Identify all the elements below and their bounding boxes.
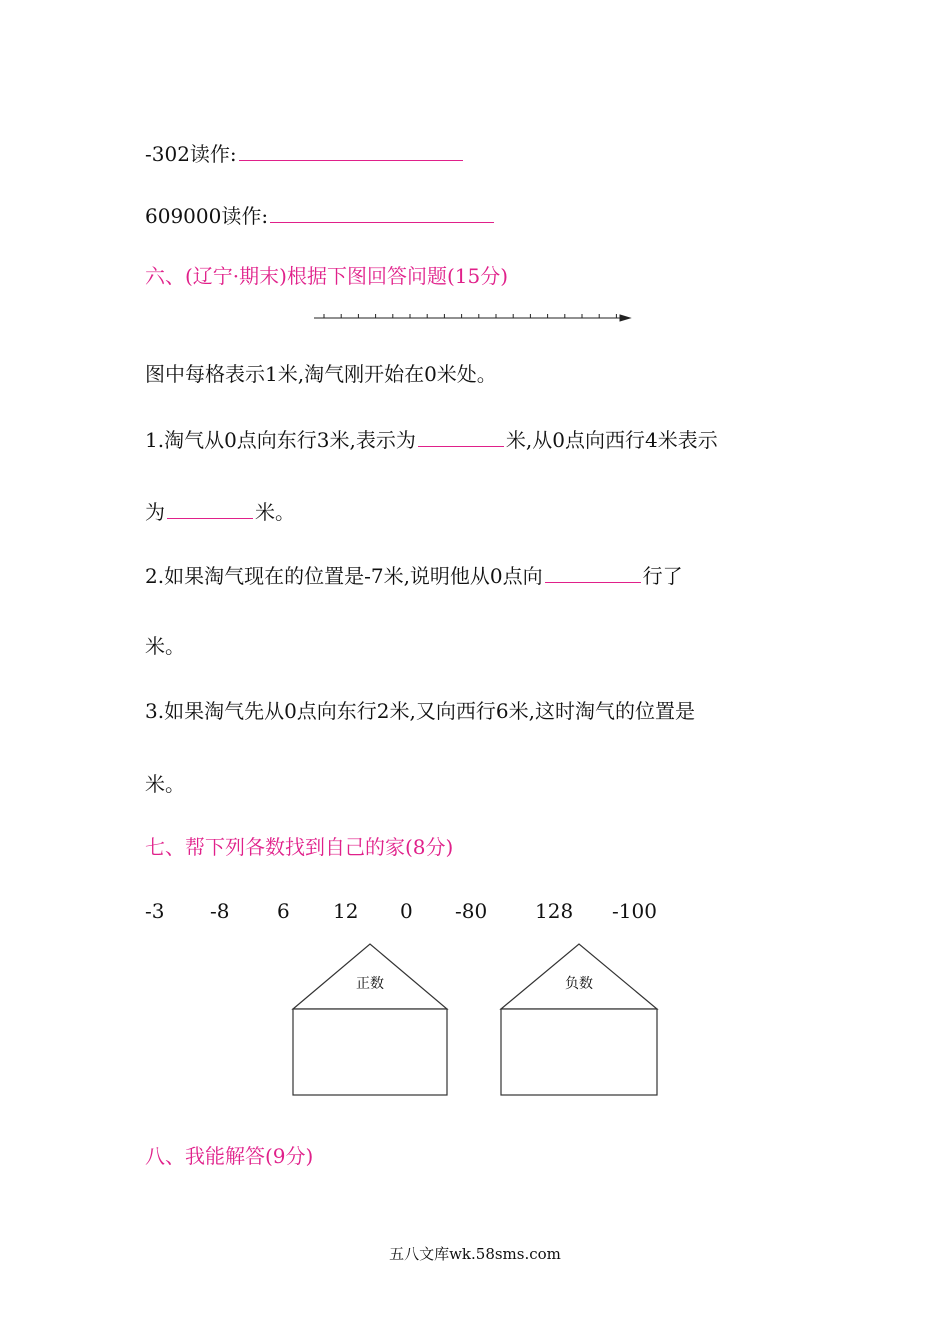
number-item[interactable]: 128 (535, 899, 574, 923)
read-item-2 (145, 200, 496, 230)
number-line-arrow-icon (620, 315, 630, 321)
section6-q3-cont: 米。 (145, 772, 185, 796)
read-item-2-blank[interactable] (270, 200, 494, 223)
number-item[interactable]: -100 (612, 899, 657, 923)
q1-text-b: 米,从0点向西行4米表示 (505, 428, 718, 452)
q1-blank-east[interactable] (418, 424, 504, 447)
q2-text-a: 2.如果淘气现在的位置是-7米,说明他从0点向 (145, 564, 543, 588)
house-positive-body[interactable] (293, 1009, 447, 1095)
section6-q1 (145, 424, 718, 454)
house-negative-label: 负数 (565, 976, 593, 992)
section6-heading: 六、(辽宁·期末)根据下图回答问题(15分) (145, 264, 509, 288)
house-positive-label: 正数 (356, 976, 384, 992)
section6-q1-cont (145, 496, 295, 526)
q1-text-a: 1.淘气从0点向东行3米,表示为 (145, 428, 416, 452)
number-line (314, 314, 630, 321)
number-item[interactable]: 0 (400, 899, 413, 923)
q1-text-c: 为 (145, 500, 165, 524)
number-line-figure (312, 308, 632, 328)
section6-q3: 3.如果淘气先从0点向东行2米,又向西行6米,这时淘气的位置是 (145, 699, 695, 723)
q2-blank-direction[interactable] (545, 560, 641, 583)
q1-blank-west[interactable] (167, 496, 253, 519)
number-item[interactable]: 12 (333, 899, 359, 923)
number-item[interactable]: -80 (455, 899, 488, 923)
number-item[interactable]: -8 (210, 899, 230, 923)
section6-q2 (145, 560, 683, 590)
q2-text-b: 行了 (642, 564, 683, 588)
read-item-1-blank[interactable] (239, 138, 463, 161)
number-item[interactable]: 6 (277, 899, 290, 923)
house-negative-body[interactable] (501, 1009, 657, 1095)
house-positive[interactable] (290, 942, 450, 1097)
q1-text-d: 米。 (255, 500, 295, 524)
section6-q2-cont: 米。 (145, 634, 185, 658)
section6-intro: 图中每格表示1米,淘气刚开始在0米处。 (145, 362, 497, 386)
section8-heading: 八、我能解答(9分) (145, 1144, 314, 1168)
number-item[interactable]: -3 (145, 899, 165, 923)
house-negative[interactable] (498, 942, 660, 1097)
read-item-2-label: 609000读作: (145, 204, 269, 228)
footer-watermark: 五八文库wk.58sms.com (389, 1245, 561, 1263)
section7-heading: 七、帮下列各数找到自己的家(8分) (145, 835, 454, 859)
read-item-1 (145, 138, 465, 168)
read-item-1-label: -302读作: (145, 142, 237, 166)
